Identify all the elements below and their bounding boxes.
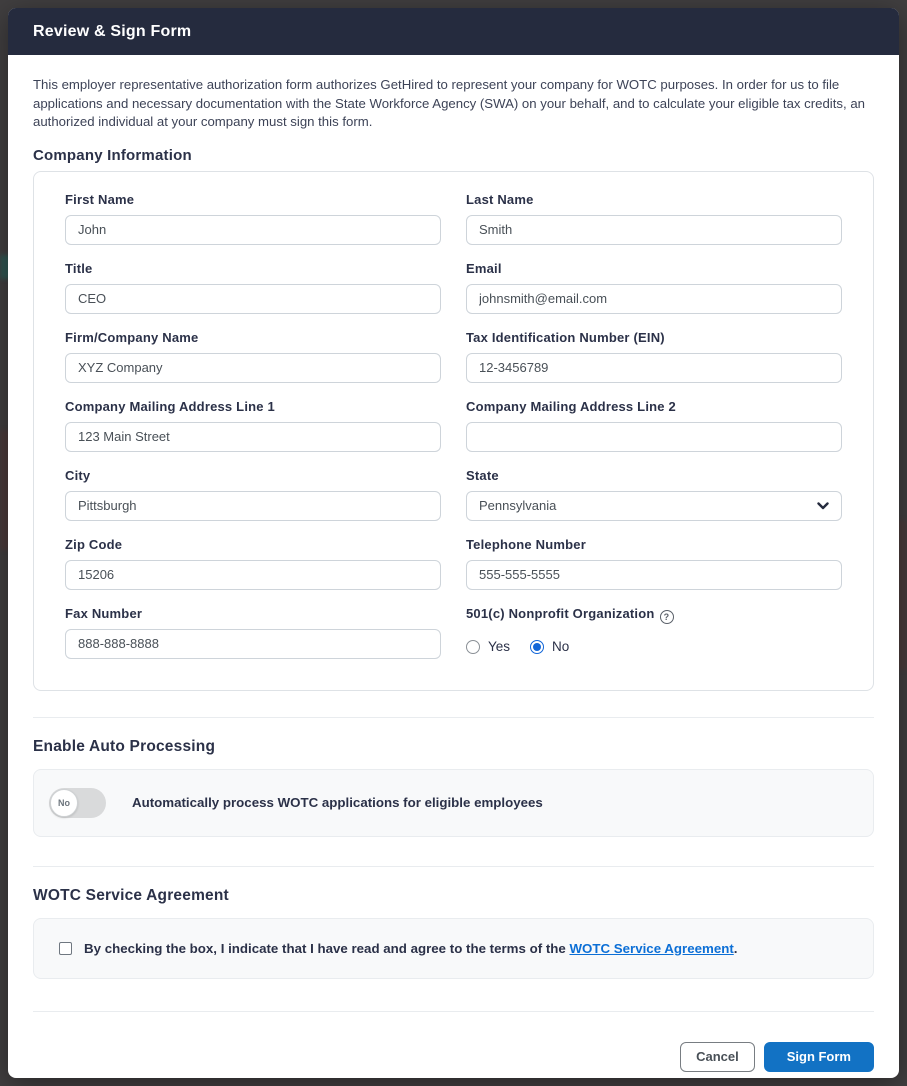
last-name-input[interactable] [466, 215, 842, 245]
telephone-label: Telephone Number [466, 536, 586, 552]
first-name-label: First Name [65, 191, 135, 207]
toggle-knob: No [50, 789, 78, 817]
field-zip [65, 537, 441, 590]
auto-processing-label: Automatically process WOTC applications for eligible employees [132, 795, 543, 811]
title-label: Title [65, 260, 93, 276]
state-label: State [466, 467, 499, 483]
field-company-name [65, 330, 441, 383]
field-fax [65, 606, 441, 662]
address-line-2-label: Company Mailing Address Line 2 [466, 398, 676, 414]
zip-input[interactable] [65, 560, 441, 590]
service-agreement-heading: WOTC Service Agreement [33, 886, 229, 904]
field-state [466, 468, 842, 521]
review-sign-form-modal [8, 8, 899, 1078]
address-line-1-label: Company Mailing Address Line 1 [65, 398, 275, 414]
city-label: City [65, 467, 91, 483]
nonprofit-radio-group [466, 632, 842, 662]
help-icon[interactable]: ? [660, 610, 674, 624]
title-input[interactable] [65, 284, 441, 314]
footer-divider [33, 1011, 874, 1012]
field-nonprofit [466, 606, 842, 662]
address-line-2-input[interactable] [466, 422, 842, 452]
modal-footer [33, 1042, 874, 1072]
auto-processing-heading: Enable Auto Processing [33, 737, 216, 755]
field-telephone [466, 537, 842, 590]
last-name-label: Last Name [466, 191, 534, 207]
company-name-label: Firm/Company Name [65, 329, 199, 345]
nonprofit-label: 501(c) Nonprofit Organization ? [466, 606, 842, 624]
field-address-line-1 [65, 399, 441, 452]
agreement-checkbox[interactable] [59, 942, 72, 955]
section-divider [33, 717, 874, 718]
email-label: Email [466, 260, 502, 276]
state-select[interactable] [466, 491, 842, 521]
field-title [65, 261, 441, 314]
field-email [466, 261, 842, 314]
company-information-card [33, 171, 874, 691]
sign-form-button[interactable]: Sign Form [764, 1042, 874, 1072]
fax-label: Fax Number [65, 605, 143, 621]
fax-input[interactable] [65, 629, 441, 659]
nonprofit-yes-label[interactable]: Yes [488, 639, 511, 655]
nonprofit-yes-radio[interactable] [466, 640, 480, 654]
intro-paragraph: This employer representative authorization form authorizes GetHired to represent your company for WOTC purposes. In order for us to file applications and necessary documentation with the State Workforce Agency (SWA) on your behalf, and to calculate your eligible tax credits, an authorized individual at your company must sign this form. [33, 77, 865, 130]
nonprofit-no-label[interactable]: No [552, 639, 570, 655]
field-address-line-2 [466, 399, 842, 452]
service-agreement-box [33, 918, 874, 979]
field-ein [466, 330, 842, 383]
company-information-heading: Company Information [33, 146, 192, 164]
field-city [65, 468, 441, 521]
ein-label: Tax Identification Number (EIN) [466, 329, 665, 345]
cancel-button[interactable]: Cancel [680, 1042, 755, 1072]
modal-title: Review & Sign Form [33, 22, 192, 40]
address-line-1-input[interactable] [65, 422, 441, 452]
state-select-value: Pennsylvania [479, 498, 557, 514]
field-last-name [466, 192, 842, 245]
chevron-down-icon [817, 498, 829, 513]
modal-body [8, 76, 899, 1072]
agreement-text: By checking the box, I indicate that I have read and agree to the terms of the WOTC Service Agreement. [84, 940, 738, 956]
auto-processing-toggle[interactable] [49, 788, 106, 818]
ein-input[interactable] [466, 353, 842, 383]
service-agreement-link[interactable]: WOTC Service Agreement [569, 940, 734, 956]
telephone-input[interactable] [466, 560, 842, 590]
field-first-name [65, 192, 441, 245]
first-name-input[interactable] [65, 215, 441, 245]
modal-header [8, 8, 899, 55]
city-input[interactable] [65, 491, 441, 521]
nonprofit-no-radio[interactable] [530, 640, 544, 654]
email-input[interactable] [466, 284, 842, 314]
company-name-input[interactable] [65, 353, 441, 383]
zip-label: Zip Code [65, 536, 123, 552]
section-divider [33, 866, 874, 867]
auto-processing-box [33, 769, 874, 837]
